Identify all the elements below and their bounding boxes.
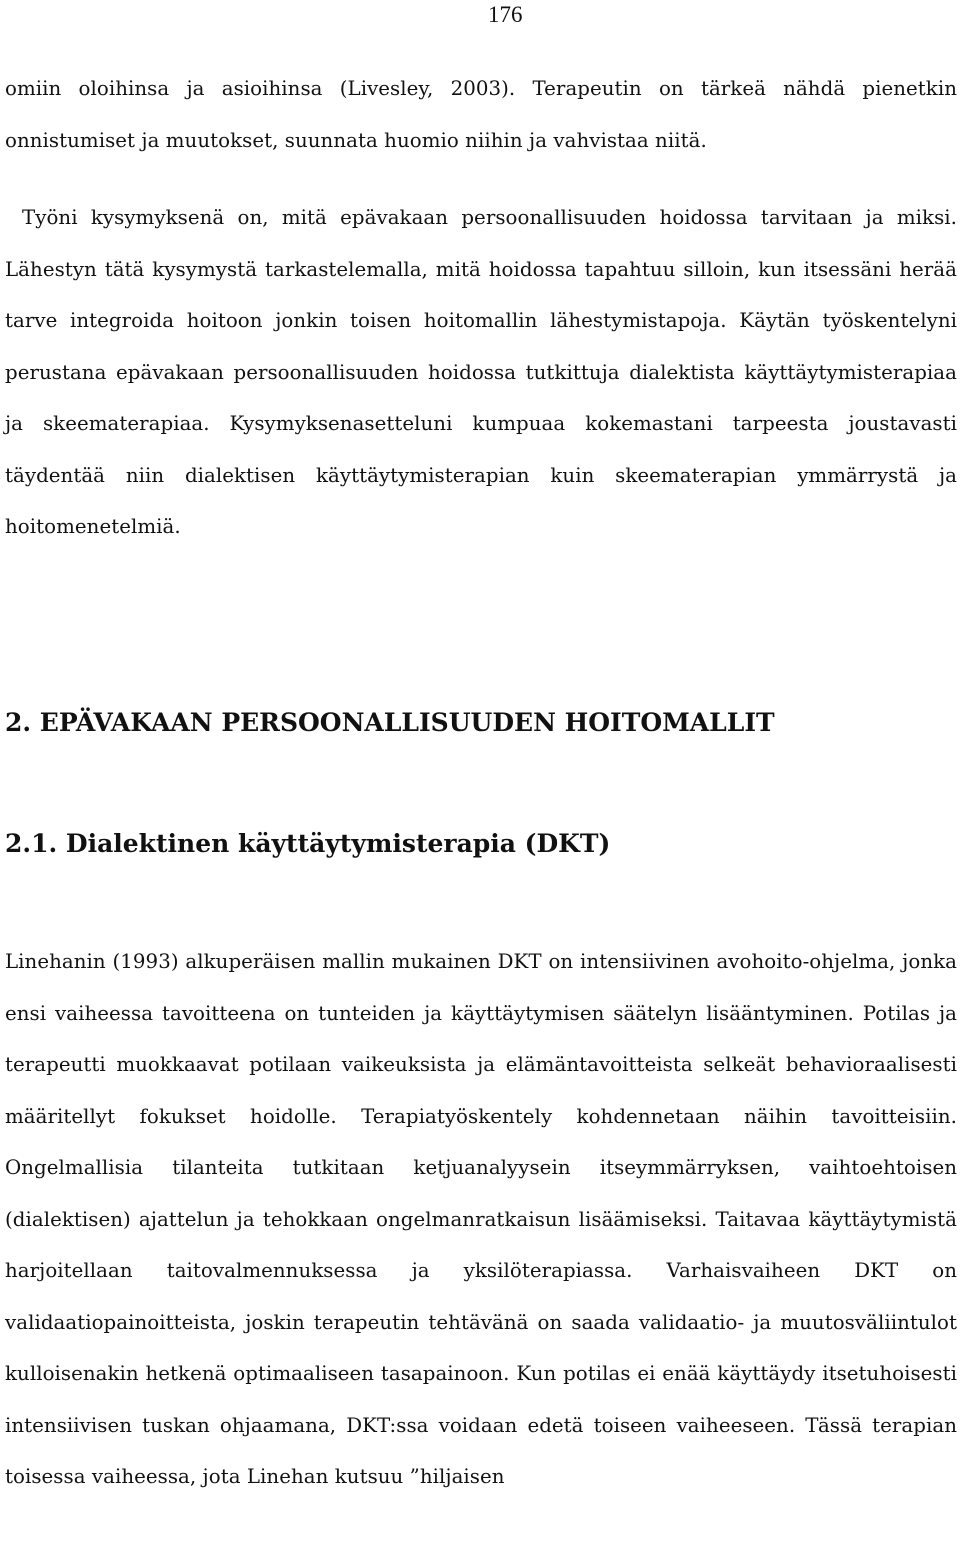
paragraph-work-question: Työni kysymyksenä on, mitä epävakaan persoonallisuuden hoidossa tarvitaan ja miksi. Lähestyn tätä kysymystä tarkastelemalla, mitä hoidossa tapahtuu silloin, kun itsessäni herää tarve integroida hoitoon jonkin toisen hoitomallin lähestymistapoja. Käytän työskentelyni perustana epävakaan persoonallisuuden hoidossa tutkittuja dialektista käyttäytymisterapiaa ja skeematerapiaa. Kysymyksenasetteluni kumpuaa kokemastani tarpeesta joustavasti täydentää niin dialektisen käyttäytymisterapian kuin skeematerapian ymmärrystä ja hoitomenetelmiä. bbox=[5, 206, 957, 538]
paragraph-dkt: Linehanin (1993) alkuperäisen mallin mukainen DKT on intensiivinen avohoito-ohjelma, jonka ensi vaiheessa tavoitteena on tunteiden ja käyttäytymisen säätelyn lisääntyminen. Potilas ja terapeutti muokkaavat potilaan vaikeuksista ja elämäntavoitteista selkeät behavioraalisesti määritellyt fokukset hoidolle. Terapiatyöskentely kohdennetaan näihin tavoitteisiin. Ongelmallisia tilanteita tutkitaan ketjuanalyysein itseymmärryksen, vaihtoehtoisen (dialektisen) ajattelun ja tehokkaan ongelmanratkaisun lisäämiseksi. Taitavaa käyttäytymistä harjoitellaan taitovalmennuksessa ja yksilöterapiassa. Varhaisvaiheen DKT on validaatiopainoitteista, joskin terapeutin tehtävänä on saada validaatio- ja muutosväliintulot kulloisenakin hetkenä optimaaliseen tasapainoon. Kun potilas ei enää käyttäydy itsetuhoisesti intensiivisen tuskan ohjaamana, DKT:ssa voidaan edetä toiseen vaiheeseen. Tässä terapian toisessa vaiheessa, jota Linehan kutsuu ”hiljaisen bbox=[5, 950, 957, 1488]
page-number: 176 bbox=[488, 2, 523, 27]
section-heading: 2. EPÄVAKAAN PERSOONALLISUUDEN HOITOMALLIT bbox=[5, 708, 775, 737]
paragraph-intro: omiin oloihinsa ja asioihinsa (Livesley, 2003). Terapeutin on tärkeä nähdä pienetkin onnistumiset ja muutokset, suunnata huomio niihin ja vahvistaa niitä. bbox=[5, 77, 957, 152]
subsection-heading: 2.1. Dialektinen käyttäytymisterapia (DKT) bbox=[5, 829, 611, 858]
